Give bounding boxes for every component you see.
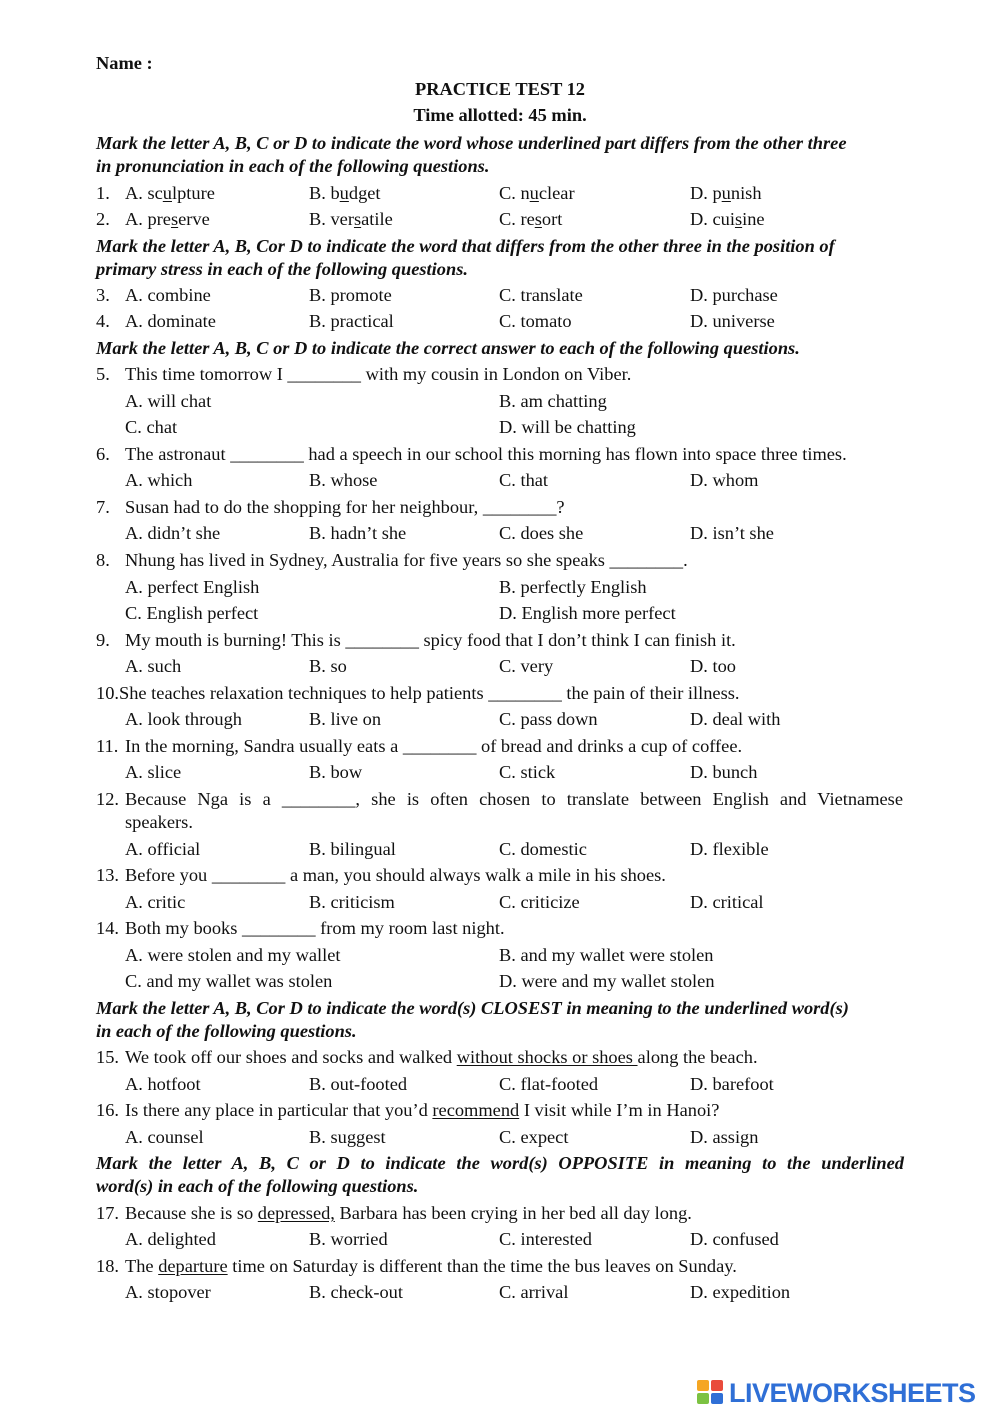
option-text: atile (361, 209, 393, 229)
option-c[interactable]: C. translate (499, 285, 583, 305)
question-number: 8. (96, 550, 110, 570)
stem-text: Barbara has been crying in her bed all day long. (334, 1203, 692, 1223)
question-number: 9. (96, 630, 110, 650)
underlined-phrase: recommend (432, 1100, 520, 1120)
page-title (0, 78, 1000, 100)
stem-text: Is there any place in particular that you’d (125, 1100, 433, 1120)
option-b[interactable]: B. out-footed (309, 1074, 408, 1094)
question-stem (125, 1046, 758, 1068)
option-b[interactable]: B. hadn’t she (309, 523, 407, 543)
option-c[interactable]: C. English perfect (125, 603, 259, 623)
option-text: ort (541, 209, 563, 229)
liveworksheets-logo[interactable] (697, 1376, 997, 1410)
option-b[interactable]: B. criticism (309, 892, 395, 912)
option-c[interactable] (499, 208, 562, 230)
question-number: 3. (96, 285, 110, 305)
question-stem: Nhung has lived in Sydney, Australia for five years so she speaks ________. (125, 550, 688, 570)
option-b[interactable] (309, 182, 381, 204)
underlined-letter: s (534, 209, 542, 229)
option-d[interactable]: D. were and my wallet stolen (499, 971, 715, 991)
option-b[interactable]: B. am chatting (499, 391, 607, 411)
option-text: C. re (499, 209, 535, 229)
stem-text: along the beach. (637, 1047, 758, 1067)
time-allotted: Time allotted: 45 min. (413, 105, 587, 125)
question-stem: My mouth is burning! This is ________ spicy food that I don’t think I can finish it. (125, 630, 736, 650)
option-b[interactable]: B. promote (309, 285, 392, 305)
option-a[interactable]: A. were stolen and my wallet (125, 945, 341, 965)
question-stem-line2: speakers. (125, 812, 193, 832)
option-d[interactable]: D. expedition (690, 1282, 791, 1302)
instruction-opposite-line1: Mark the letter A, B, C or D to indicate the word(s) OPPOSITE in meaning to the underlined (96, 1153, 904, 1173)
option-c[interactable]: C. that (499, 470, 549, 490)
stem-text: time on Saturday is different than the time the bus leaves on Sunday. (227, 1256, 737, 1276)
option-a[interactable]: A. official (125, 839, 201, 859)
option-d[interactable]: D. assign (690, 1127, 759, 1147)
option-d[interactable] (690, 208, 765, 230)
option-d[interactable]: D. too (690, 656, 736, 676)
page-title-text: PRACTICE TEST 12 (415, 79, 585, 99)
option-text: dget (348, 183, 381, 203)
option-d[interactable]: D. whom (690, 470, 759, 490)
option-d[interactable]: D. English more perfect (499, 603, 676, 623)
option-text: D. cui (690, 209, 735, 229)
option-b[interactable]: B. whose (309, 470, 378, 490)
option-a[interactable]: A. delighted (125, 1229, 216, 1249)
question-stem: The astronaut ________ had a speech in our school this morning has flown into space three times. (125, 444, 847, 464)
underlined-letter: u (721, 183, 731, 203)
question-number: 1. (96, 183, 110, 203)
option-text: C. n (499, 183, 530, 203)
option-a[interactable]: A. which (125, 470, 193, 490)
instruction-opposite-line2: word(s) in each of the following questions. (96, 1176, 419, 1196)
stem-text: I visit while I’m in Hanoi? (519, 1100, 720, 1120)
question-number: 6. (96, 444, 110, 464)
instruction-closest-line2: in each of the following questions. (96, 1021, 357, 1041)
underlined-phrase: depressed, (257, 1203, 335, 1223)
option-a[interactable]: A. perfect English (125, 577, 260, 597)
question-number: 2. (96, 209, 110, 229)
option-c[interactable]: C. interested (499, 1229, 592, 1249)
option-c[interactable]: C. tomato (499, 311, 572, 331)
option-text: B. ver (309, 209, 354, 229)
option-d[interactable]: D. critical (690, 892, 764, 912)
option-text: nish (730, 183, 762, 203)
instruction-stress-line1: Mark the letter A, B, Cor D to indicate the word that differs from the other three in the position of (96, 236, 835, 256)
stem-text: Because she is so (125, 1203, 258, 1223)
option-b[interactable] (309, 208, 393, 230)
question-number: 17. (96, 1203, 119, 1223)
underlined-phrase: without shocks or shoes (456, 1047, 638, 1067)
instruction-correct-answer: Mark the letter A, B, C or D to indicate the correct answer to each of the following questions. (96, 338, 800, 358)
instruction-pronunciation-line2: in pronunciation in each of the following questions. (96, 156, 490, 176)
option-a[interactable]: A. dominate (125, 311, 216, 331)
question-stem: Susan had to do the shopping for her neighbour, ________? (125, 497, 565, 517)
option-b[interactable]: B. worried (309, 1229, 388, 1249)
liveworksheets-mark-icon (697, 1380, 725, 1406)
underlined-letter: u (529, 183, 539, 203)
option-b[interactable]: B. bilingual (309, 839, 396, 859)
option-a[interactable]: A. didn’t she (125, 523, 221, 543)
option-d[interactable]: D. bunch (690, 762, 758, 782)
question-number: 18. (96, 1256, 119, 1276)
question-stem: Both my books ________ from my room last night. (125, 918, 505, 938)
option-text: A. sc (125, 183, 163, 203)
underlined-letter: s (170, 209, 179, 229)
option-b[interactable]: B. suggest (309, 1127, 386, 1147)
option-c[interactable]: C. flat-footed (499, 1074, 599, 1094)
question-number: 12. (96, 789, 119, 809)
liveworksheets-logo-text: LIVEWORKSHEETS (729, 1378, 976, 1408)
option-a[interactable]: A. slice (125, 762, 182, 782)
underlined-letter: u (339, 183, 349, 203)
question-stem (125, 1099, 719, 1121)
question-number: 4. (96, 311, 110, 331)
option-a[interactable] (125, 208, 210, 230)
option-c[interactable] (499, 182, 575, 204)
question-stem: This time tomorrow I ________ with my cousin in London on Viber. (125, 364, 632, 384)
option-b[interactable]: B. so (309, 656, 347, 676)
instruction-pronunciation-line1: Mark the letter A, B, C or D to indicate the word whose underlined part differs from the other three (96, 133, 847, 153)
question-stem (125, 1202, 692, 1224)
question-number: 15. (96, 1047, 119, 1067)
option-a[interactable]: A. look through (125, 709, 242, 729)
option-a[interactable]: A. such (125, 656, 182, 676)
option-d[interactable]: D. deal with (690, 709, 781, 729)
underlined-letter: u (162, 183, 172, 203)
option-c[interactable]: C. pass down (499, 709, 598, 729)
underlined-phrase: departure (158, 1256, 228, 1276)
option-c[interactable]: C. arrival (499, 1282, 569, 1302)
option-d[interactable]: D. universe (690, 311, 775, 331)
option-b[interactable]: B. perfectly English (499, 577, 647, 597)
question-number: 5. (96, 364, 110, 384)
option-a[interactable]: A. critic (125, 892, 186, 912)
underlined-letter: s (734, 209, 743, 229)
option-d[interactable] (690, 182, 762, 204)
option-a[interactable]: A. hotfoot (125, 1074, 201, 1094)
option-text: lpture (172, 183, 215, 203)
option-text: erve (178, 209, 210, 229)
option-c[interactable]: C. domestic (499, 839, 587, 859)
underlined-letter: s (353, 209, 362, 229)
option-b[interactable]: B. practical (309, 311, 394, 331)
stem-text: We took off our shoes and socks and walked (125, 1047, 457, 1067)
question-number: 11. (96, 736, 119, 756)
option-c[interactable]: C. does she (499, 523, 584, 543)
question-number: 16. (96, 1100, 119, 1120)
option-text: A. pre (125, 209, 171, 229)
option-c[interactable]: C. very (499, 656, 554, 676)
question-stem: Before you ________ a man, you should always walk a mile in his shoes. (125, 865, 666, 885)
option-d[interactable]: D. will be chatting (499, 417, 636, 437)
name-label: Name : (96, 53, 153, 73)
option-c[interactable]: C. criticize (499, 892, 580, 912)
option-a[interactable]: A. counsel (125, 1127, 204, 1147)
instruction-closest-line1: Mark the letter A, B, Cor D to indicate the word(s) CLOSEST in meaning to the underlined word(s) (96, 998, 849, 1018)
option-d[interactable]: D. barefoot (690, 1074, 774, 1094)
instruction-stress-line2: primary stress in each of the following questions. (96, 259, 468, 279)
option-c[interactable]: C. stick (499, 762, 556, 782)
question-stem: In the morning, Sandra usually eats a ________ of bread and drinks a cup of coffee. (125, 736, 743, 756)
option-a[interactable]: A. stopover (125, 1282, 211, 1302)
question-number: 13. (96, 865, 119, 885)
option-c[interactable]: C. expect (499, 1127, 569, 1147)
option-c[interactable]: C. and my wallet was stolen (125, 971, 333, 991)
option-d[interactable]: D. flexible (690, 839, 769, 859)
option-text: ine (742, 209, 765, 229)
question-stem-line1: Because Nga is a ________, she is often chosen to translate between English and Vietnamese (125, 789, 903, 809)
option-text: D. p (690, 183, 722, 203)
option-b[interactable]: B. bow (309, 762, 363, 782)
question-stem (125, 1255, 737, 1277)
question-number: 14. (96, 918, 119, 938)
option-text: clear (538, 183, 575, 203)
option-a[interactable]: A. combine (125, 285, 211, 305)
option-d[interactable]: D. isn’t she (690, 523, 774, 543)
option-c[interactable]: C. chat (125, 417, 178, 437)
option-d[interactable]: D. purchase (690, 285, 778, 305)
question-number: 7. (96, 497, 110, 517)
option-text: B. b (309, 183, 340, 203)
option-a[interactable] (125, 182, 215, 204)
option-b[interactable]: B. check-out (309, 1282, 403, 1302)
option-a[interactable]: A. will chat (125, 391, 212, 411)
option-d[interactable]: D. confused (690, 1229, 779, 1249)
option-b[interactable]: B. live on (309, 709, 382, 729)
option-b[interactable]: B. and my wallet were stolen (499, 945, 714, 965)
stem-text: The (125, 1256, 159, 1276)
question-stem: 10.She teaches relaxation techniques to help patients ________ the pain of their illness. (96, 683, 740, 703)
